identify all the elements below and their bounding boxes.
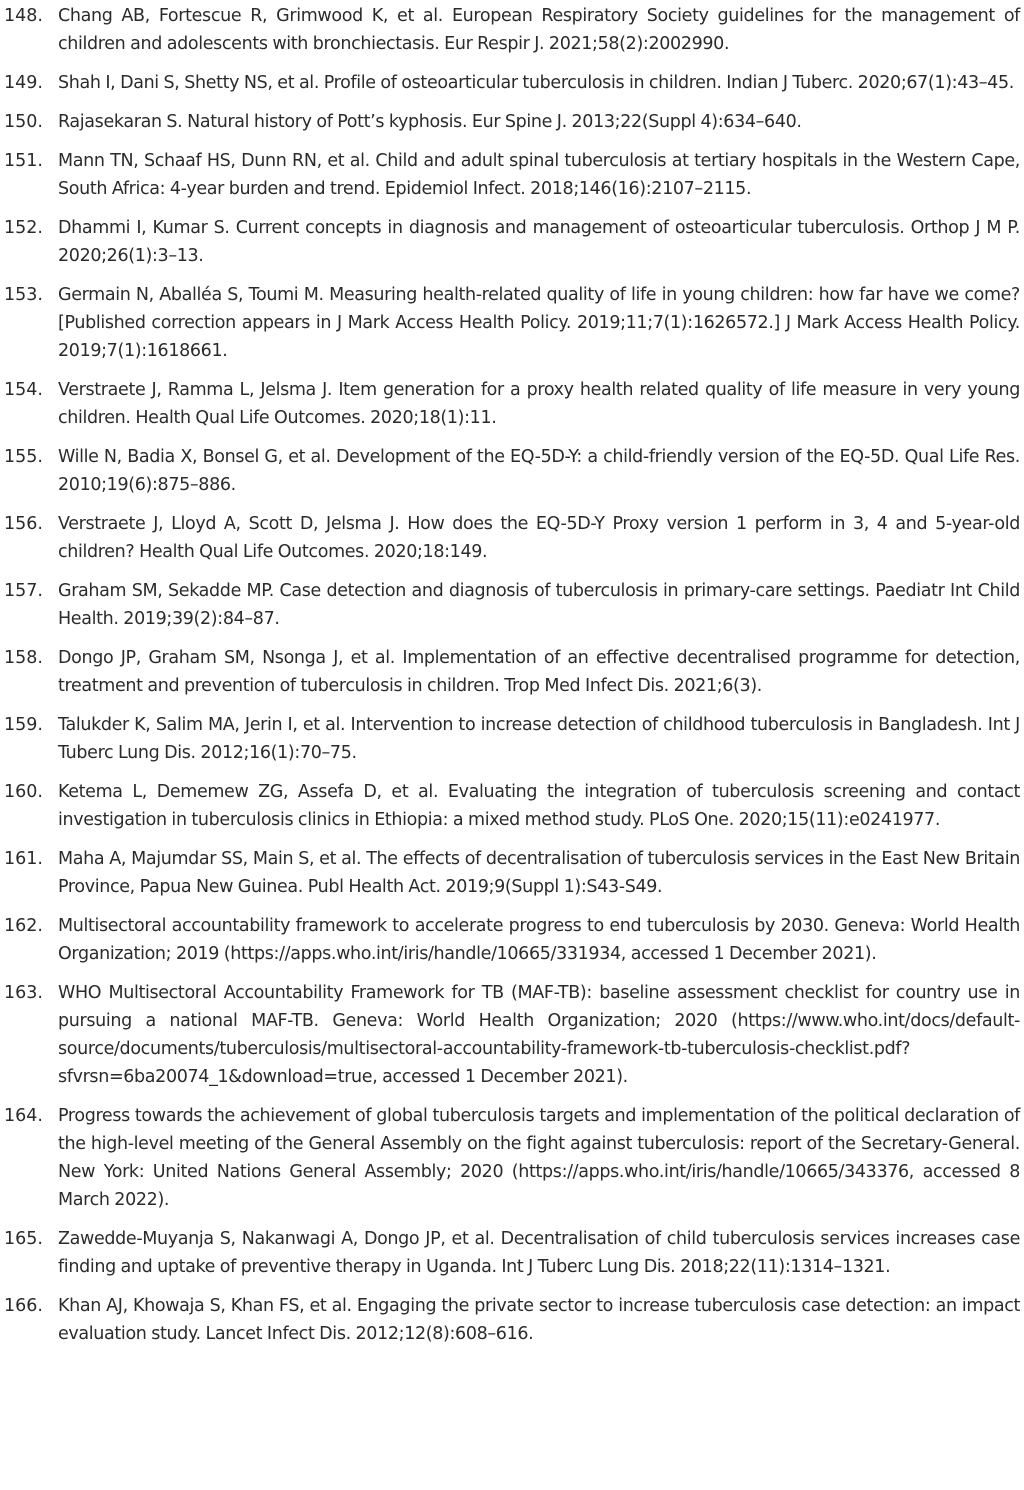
reference-number: 160. bbox=[4, 782, 43, 802]
reference-item bbox=[4, 69, 1020, 97]
reference-text: Maha A, Majumdar SS, Main S, et al. The effects of decentralisation of tuberculosis services in the East New Britain Province, Papua New Guinea. Publ Health Act. 2019;9(Suppl 1):S43-S49. bbox=[58, 849, 1020, 897]
reference-number: 164. bbox=[4, 1106, 43, 1126]
reference-number: 157. bbox=[4, 581, 43, 601]
reference-item bbox=[4, 644, 1020, 700]
reference-text: Verstraete J, Lloyd A, Scott D, Jelsma J. How does the EQ-5D-Y Proxy version 1 perform in 3, 4 and 5-year-old children? Health Qual Life Outcomes. 2020;18:149. bbox=[58, 514, 1020, 562]
reference-item bbox=[4, 1225, 1020, 1281]
reference-item bbox=[4, 376, 1020, 432]
reference-number: 148. bbox=[4, 6, 43, 26]
reference-text: Progress towards the achievement of global tuberculosis targets and implementation of the political declaration of the high-level meeting of the General Assembly on the fight against tuberculosis: report of the Secretary-General. New York: United Nations General Assembly; 2020 (https://apps.who.int/iris/handle/10665/343376, accessed 8 March 2022). bbox=[58, 1106, 1020, 1210]
reference-item bbox=[4, 577, 1020, 633]
reference-number: 158. bbox=[4, 648, 43, 668]
reference-text: Germain N, Aballéa S, Toumi M. Measuring health-related quality of life in young children: how far have we come? [Published correction appears in J Mark Access Health Policy. 2019;11;7(1):1626572.] J Mark Access Health Policy. 2019;7(1):1618661. bbox=[58, 285, 1020, 361]
reference-item bbox=[4, 711, 1020, 767]
reference-text: Khan AJ, Khowaja S, Khan FS, et al. Engaging the private sector to increase tuberculosis case detection: an impact evaluation study. Lancet Infect Dis. 2012;12(8):608–616. bbox=[58, 1296, 1020, 1344]
reference-item bbox=[4, 1292, 1020, 1348]
reference-text: Ketema L, Dememew ZG, Assefa D, et al. Evaluating the integration of tuberculosis screening and contact investigation in tuberculosis clinics in Ethiopia: a mixed method study. PLoS One. 2020;15(11):e0241977. bbox=[58, 782, 1020, 830]
reference-number: 152. bbox=[4, 218, 43, 238]
reference-item bbox=[4, 912, 1020, 968]
reference-item bbox=[4, 214, 1020, 270]
reference-number: 166. bbox=[4, 1296, 43, 1316]
reference-item bbox=[4, 845, 1020, 901]
reference-text: Multisectoral accountability framework to accelerate progress to end tuberculosis by 2030. Geneva: World Health Organization; 2019 (https://apps.who.int/iris/handle/10665/331934, accessed 1 December 2021). bbox=[58, 916, 1020, 964]
reference-text: Talukder K, Salim MA, Jerin I, et al. Intervention to increase detection of childhood tuberculosis in Bangladesh. Int J Tuberc Lung Dis. 2012;16(1):70–75. bbox=[58, 715, 1020, 763]
reference-item bbox=[4, 979, 1020, 1091]
reference-number: 153. bbox=[4, 285, 43, 305]
reference-text: Rajasekaran S. Natural history of Pott’s kyphosis. Eur Spine J. 2013;22(Suppl 4):634–640. bbox=[58, 112, 802, 132]
reference-text: Wille N, Badia X, Bonsel G, et al. Development of the EQ-5D-Y: a child-friendly version of the EQ-5D. Qual Life Res. 2010;19(6):875–886. bbox=[58, 447, 1020, 495]
reference-list bbox=[4, 2, 1020, 1348]
reference-text: Shah I, Dani S, Shetty NS, et al. Profile of osteoarticular tuberculosis in children. Indian J Tuberc. 2020;67(1):43–45. bbox=[58, 73, 1014, 93]
reference-item bbox=[4, 510, 1020, 566]
reference-number: 159. bbox=[4, 715, 43, 735]
reference-text: WHO Multisectoral Accountability Framework for TB (MAF-TB): baseline assessment checklist for country use in pursuing a national MAF-TB. Geneva: World Health Organization; 2020 (https://www.who.int/docs/default-source/documents/tuberculosis/multisectoral-accountability-framework-tb-tuberculosis-checklist.pdf?sfvrsn=6ba20074_1&download=true, accessed 1 December 2021). bbox=[58, 983, 1020, 1087]
reference-text: Verstraete J, Ramma L, Jelsma J. Item generation for a proxy health related quality of life measure in very young children. Health Qual Life Outcomes. 2020;18(1):11. bbox=[58, 380, 1020, 428]
reference-text: Mann TN, Schaaf HS, Dunn RN, et al. Child and adult spinal tuberculosis at tertiary hospitals in the Western Cape, South Africa: 4-year burden and trend. Epidemiol Infect. 2018;146(16):2107–2115. bbox=[58, 151, 1020, 199]
reference-number: 150. bbox=[4, 112, 43, 132]
reference-item bbox=[4, 2, 1020, 58]
reference-number: 162. bbox=[4, 916, 43, 936]
reference-item bbox=[4, 281, 1020, 365]
reference-number: 151. bbox=[4, 151, 43, 171]
reference-text: Zawedde-Muyanja S, Nakanwagi A, Dongo JP, et al. Decentralisation of child tuberculosis services increases case finding and uptake of preventive therapy in Uganda. Int J Tuberc Lung Dis. 2018;22(11):1314–1321. bbox=[58, 1229, 1020, 1277]
reference-item bbox=[4, 778, 1020, 834]
reference-item bbox=[4, 443, 1020, 499]
reference-item bbox=[4, 108, 1020, 136]
reference-item bbox=[4, 1102, 1020, 1214]
reference-number: 149. bbox=[4, 73, 43, 93]
reference-number: 165. bbox=[4, 1229, 43, 1249]
reference-text: Dongo JP, Graham SM, Nsonga J, et al. Implementation of an effective decentralised programme for detection, treatment and prevention of tuberculosis in children. Trop Med Infect Dis. 2021;6(3). bbox=[58, 648, 1020, 696]
reference-text: Chang AB, Fortescue R, Grimwood K, et al. European Respiratory Society guidelines for the management of children and adolescents with bronchiectasis. Eur Respir J. 2021;58(2):2002990. bbox=[58, 6, 1020, 54]
reference-number: 155. bbox=[4, 447, 43, 467]
reference-number: 163. bbox=[4, 983, 43, 1003]
reference-text: Graham SM, Sekadde MP. Case detection and diagnosis of tuberculosis in primary-care settings. Paediatr Int Child Health. 2019;39(2):84–87. bbox=[58, 581, 1020, 629]
reference-number: 161. bbox=[4, 849, 43, 869]
reference-item bbox=[4, 147, 1020, 203]
reference-number: 156. bbox=[4, 514, 43, 534]
reference-text: Dhammi I, Kumar S. Current concepts in diagnosis and management of osteoarticular tuberculosis. Orthop J M P. 2020;26(1):3–13. bbox=[58, 218, 1020, 266]
reference-number: 154. bbox=[4, 380, 43, 400]
